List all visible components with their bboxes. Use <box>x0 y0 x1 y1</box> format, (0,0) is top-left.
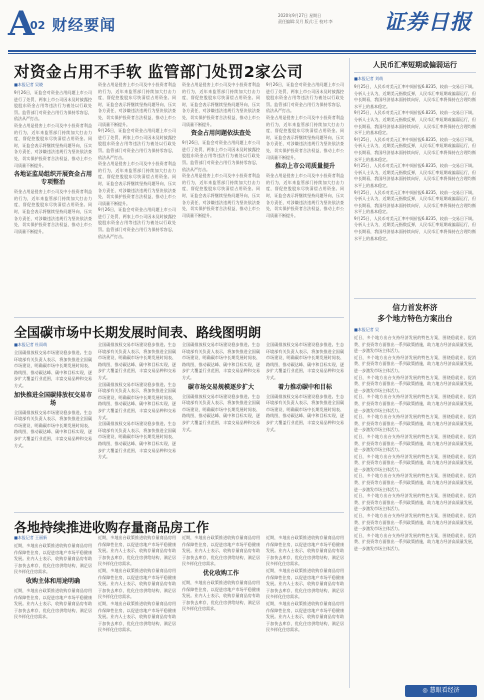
article2-byline: ■本报记者 杜雨萌 <box>14 342 48 347</box>
article3-col4 <box>266 535 344 693</box>
article2-body-e: 全国碳排放权交易市场建设稳步推进。生态环境部有关负责人表示，将加快推进全国碳市场建设，明确碳市场中长期发展时间表、路线图，推动碳达峰、碳中和目标实现，逐步扩大覆盖行业范围，丰富交易品种和交易方式。 <box>98 421 176 460</box>
article2-body-h: 全国碳排放权交易市场建设稳步推进。生态环境部有关负责人表示，将加快推进全国碳市场建设，明确碳市场中长期发展时间表、路线图，推动碳达峰、碳中和目标实现，逐步扩大覆盖行业范围，丰富交易品种和交易方式。 <box>266 342 344 380</box>
article1-body-i: 资金占用是侵害上市公司及中小投资者利益的行为，近年来监管部门持续加大打击力度，督促控股股东尽快清偿占用资金。同时，证监会表示将继续坚持问题导向，压实各方责任，对涉嫌违法违规行为坚决依法查处，切实保护投资者合法权益，推动上市公司质量不断提升。 <box>182 173 260 218</box>
article3-body-f: 近期，多地出台政策推进收购存量商品房用作保障性住房，以促进房地产市场平稳健康发展。业内人士表示，收购存量商品房有助于加快去库存，优化住房供给结构，满足居民多样化住房需求。 <box>182 535 260 567</box>
article3-body-a: 近期，多地出台政策推进收购存量商品房用作保障性住房，以促进房地产市场平稳健康发展。业内人士表示，收购存量商品房有助于加快去库存，优化住房供给结构，满足居民多样化住房需求。 <box>14 543 92 575</box>
article3-body-d: 近期，多地出台政策推进收购存量商品房用作保障性住房，以促进房地产市场平稳健康发展。业内人士表示，收购存量商品房有助于加快去库存，优化住房供给结构，满足居民多样化住房需求。 <box>98 567 176 600</box>
article2-col4 <box>266 342 344 508</box>
article1-col2 <box>98 82 176 314</box>
article1-body-a: 资金占用是侵害上市公司及中小投资者利益的行为，近年来监管部门持续加大打击力度，督促控股股东尽快清偿占用资金。同时，证监会表示将继续坚持问题导向，压实各方责任，对涉嫌违法违规行为坚决依法查处，切实保护投资者合法权益，推动上市公司质量不断提升。 <box>14 122 92 168</box>
sidebar1 <box>354 60 476 295</box>
masthead <box>8 4 476 50</box>
sidebar2-title-line2: 多个地方特色方案出台 <box>377 314 453 323</box>
article1-col3 <box>182 82 260 314</box>
sidebar2-body-e: 近日，多个地方出台支持经济发展的特色方案，围绕稳就业、促消费、扩投资等方面推出一系列政策措施，助力地方经济高质量发展，进一步激发市场主体活力。 <box>354 414 476 433</box>
article1-subhead-1: 各地证监局组织开展资金占用专项整治 <box>14 171 92 187</box>
article3-body-e: 近期，多地出台政策推进收购存量商品房用作保障性住房，以促进房地产市场平稳健康发展。业内人士表示，收购存量商品房有助于加快去库存，优化住房供给结构，满足居民多样化住房需求。 <box>98 600 176 633</box>
sidebar2-body-h: 近日，多个地方出台支持经济发展的特色方案，围绕稳就业、促消费、扩投资等方面推出一系列政策措施，助力地方经济高质量发展，进一步激发市场主体活力。 <box>354 473 476 492</box>
article1-body-h: 9月26日，证监会对资金占用问题上市公司进行了处罚，两家上市公司因未及时披露控股股东资金占用等违法行为被处以行政处罚。监管部门对资金占用行为保持零容忍，依法从严打击。 <box>182 140 260 172</box>
article3-body-j: 近期，多地出台政策推进收购存量商品房用作保障性住房，以促进房地产市场平稳健康发展。业内人士表示，收购存量商品房有助于加快去库存，优化住房供给结构，满足居民多样化住房需求。 <box>266 600 344 633</box>
article1-body-b: 资金占用是侵害上市公司及中小投资者利益的行为，近年来监管部门持续加大打击力度，督促控股股东尽快清偿占用资金。同时，证监会表示将继续坚持问题导向，压实各方责任，对涉嫌违法违规行为坚决依法查处，切实保护投资者合法权益，推动上市公司质量不断提升。 <box>14 189 92 234</box>
sidebar1-byline: ■本报记者 刘萌 <box>354 76 384 81</box>
article3-body-b: 近期，多地出台政策推进收购存量商品房用作保障性住房，以促进房地产市场平稳健康发展。业内人士表示，收购存量商品房有助于加快去库存，优化住房供给结构，满足居民多样化住房需求。 <box>14 587 92 620</box>
section-title: 财经要闻 <box>52 16 117 34</box>
sidebar1-body-d: 9月25日，人民币对美元汇率中间价报6.8235，较前一交易日下调。分析人士认为，近期美元指数反弹，人民币汇率短期或偏弱运行，但中长期看，我国经济基本面持续向好，人民币汇率将保持在合理均衡水平上的基本稳定。 <box>354 163 476 188</box>
sidebar1-body-e: 9月25日，人民币对美元汇率中间价报6.8235，较前一交易日下调。分析人士认为，近期美元指数反弹，人民币汇率短期或偏弱运行，但中长期看，我国经济基本面持续向好，人民币汇率将保持在合理均衡水平上的基本稳定。 <box>354 189 476 215</box>
newspaper-logo: 证券日报 <box>384 9 472 34</box>
article1-col1 <box>14 82 92 314</box>
sidebar1-rule <box>354 72 476 73</box>
masthead-rule <box>8 50 476 52</box>
article1-body-l: 资金占用是侵害上市公司及中小投资者利益的行为，近年来监管部门持续加大打击力度，督促控股股东尽快清偿占用资金。同时，证监会表示将继续坚持问题导向，压实各方责任，对涉嫌违法违规行为坚决依法查处，切实保护投资者合法权益，推动上市公司质量不断提升。 <box>266 173 344 218</box>
sidebar-section-rule <box>354 298 476 299</box>
sidebar1-title: 人民币汇率短期或偏弱运行 <box>373 61 457 69</box>
sidebar1-body-b: 9月25日，人民币对美元汇率中间价报6.8235，较前一交易日下调。分析人士认为，近期美元指数反弹，人民币汇率短期或偏弱运行，但中长期看，我国经济基本面持续向好，人民币汇率将保持在合理均衡水平上的基本稳定。 <box>354 110 476 136</box>
article2-col3 <box>182 342 260 508</box>
editor-line: 责任编辑:吴月 版式:王 校对:李 <box>278 19 333 24</box>
sidebar2-body-j: 近日，多个地方出台支持经济发展的特色方案，围绕稳就业、促消费、扩投资等方面推出一系列政策措施，助力地方经济高质量发展，进一步激发市场主体活力。 <box>354 513 476 532</box>
article3-body-h: 近期，多地出台政策推进收购存量商品房用作保障性住房，以促进房地产市场平稳健康发展。业内人士表示，收购存量商品房有助于加快去库存，优化住房供给结构，满足居民多样化住房需求。 <box>266 535 344 567</box>
sidebar1-body-a: 9月25日，人民币对美元汇率中间价报6.8235，较前一交易日下调。分析人士认为，近期美元指数反弹，人民币汇率短期或偏弱运行，但中长期看，我国经济基本面持续向好，人民币汇率将保持在合理均衡水平上的基本稳定。 <box>354 84 476 109</box>
sidebar2-body-k: 近日，多个地方出台支持经济发展的特色方案，围绕稳就业、促消费、扩投资等方面推出一系列政策措施，助力地方经济高质量发展，进一步激发市场主体活力。 <box>354 532 476 551</box>
sidebar2-body-a: 近日，多个地方出台支持经济发展的特色方案，围绕稳就业、促消费、扩投资等方面推出一系列政策措施，助力地方经济高质量发展，进一步激发市场主体活力。 <box>354 335 476 354</box>
masthead-rule-thin <box>8 53 476 54</box>
article3-byline: ■本报记者 王丽新 <box>14 535 48 540</box>
article1-subhead-2: 资金占用问题依法查处 <box>190 130 251 138</box>
article2-body-d: 全国碳排放权交易市场建设稳步推进。生态环境部有关负责人表示，将加快推进全国碳市场建设，明确碳市场中长期发展时间表、路线图，推动碳达峰、碳中和目标实现，逐步扩大覆盖行业范围，丰富交易品种和交易方式。 <box>98 381 176 420</box>
article2-col1 <box>14 342 92 508</box>
sidebar2-body-f: 近日，多个地方出台支持经济发展的特色方案，围绕稳就业、促消费、扩投资等方面推出一系列政策措施，助力地方经济高质量发展，进一步激发市场主体活力。 <box>354 433 476 453</box>
article3-body-g: 近期，多地出台政策推进收购存量商品房用作保障性住房，以促进房地产市场平稳健康发展。业内人士表示，收购存量商品房有助于加快去库存，优化住房供给结构，满足居民多样化住房需求。 <box>182 579 260 612</box>
article2-body-c: 全国碳排放权交易市场建设稳步推进。生态环境部有关负责人表示，将加快推进全国碳市场建设，明确碳市场中长期发展时间表、路线图，推动碳达峰、碳中和目标实现，逐步扩大覆盖行业范围，丰富交易品种和交易方式。 <box>98 342 176 380</box>
article2-body-a: 全国碳排放权交易市场建设稳步推进。生态环境部有关负责人表示，将加快推进全国碳市场建设，明确碳市场中长期发展时间表、路线图，推动碳达峰、碳中和目标实现，逐步扩大覆盖行业范围，丰富交易品种和交易方式。 <box>14 350 92 388</box>
footer-badge: ◎ 慧眼看经济 <box>405 685 477 697</box>
sidebar1-body-f: 9月25日，人民币对美元汇率中间价报6.8235，较前一交易日下调。分析人士认为，近期美元指数反弹，人民币汇率短期或偏弱运行，但中长期看，我国经济基本面持续向好，人民币汇率将保持在合理均衡水平上的基本稳定。 <box>354 215 476 241</box>
article1-body-j: 9月26日，证监会对资金占用问题上市公司进行了处罚，两家上市公司因未及时披露控股股东资金占用等违法行为被处以行政处罚。监管部门对资金占用行为保持零容忍，依法从严打击。 <box>266 82 344 114</box>
article3-body-i: 近期，多地出台政策推进收购存量商品房用作保障性住房，以促进房地产市场平稳健康发展。业内人士表示，收购存量商品房有助于加快去库存，优化住房供给结构，满足居民多样化住房需求。 <box>266 567 344 600</box>
article1-headline: 对资金占用不手软 监管部门处罚2家公司 <box>14 63 304 81</box>
sidebar1-body-c: 9月25日，人民币对美元汇率中间价报6.8235，较前一交易日下调。分析人士认为，近期美元指数反弹，人民币汇率短期或偏弱运行，但中长期看，我国经济基本面持续向好，人民币汇率将保持在合理均衡水平上的基本稳定。 <box>354 136 476 162</box>
article1-body-e: 资金占用是侵害上市公司及中小投资者利益的行为，近年来监管部门持续加大打击力度，督促控股股东尽快清偿占用资金。同时，证监会表示将继续坚持问题导向，压实各方责任，对涉嫌违法违规行为坚决依法查处，切实保护投资者合法权益，推动上市公司质量不断提升。 <box>98 161 176 206</box>
sidebar2-body-d: 近日，多个地方出台支持经济发展的特色方案，围绕稳就业、促消费、扩投资等方面推出一系列政策措施，助力地方经济高质量发展，进一步激发市场主体活力。 <box>354 394 476 413</box>
sidebar2 <box>354 302 476 684</box>
page-letter: A <box>8 4 35 44</box>
article2-top-rule <box>14 317 344 318</box>
sidebar2-body-b: 近日，多个地方出台支持经济发展的特色方案，围绕稳就业、促消费、扩投资等方面推出一系列政策措施，助力地方经济高质量发展，进一步激发市场主体活力。 <box>354 354 476 373</box>
sidebar2-body-i: 近日，多个地方出台支持经济发展的特色方案，围绕稳就业、促消费、扩投资等方面推出一系列政策措施，助力地方经济高质量发展，进一步激发市场主体活力。 <box>354 493 476 512</box>
article2-body-b: 全国碳排放权交易市场建设稳步推进。生态环境部有关负责人表示，将加快推进全国碳市场建设，明确碳市场中长期发展时间表、路线图，推动碳达峰、碳中和目标实现，逐步扩大覆盖行业范围，丰富交易品种和交易方式。 <box>14 409 92 448</box>
article2-col2 <box>98 342 176 508</box>
article2-headline: 全国碳市场中长期发展时间表、路线图明朗 <box>14 326 262 341</box>
article3-top-rule <box>14 512 344 513</box>
article2-body-i: 全国碳排放权交易市场建设稳步推进。生态环境部有关负责人表示，将加快推进全国碳市场建设，明确碳市场中长期发展时间表、路线图，推动碳达峰、碳中和目标实现，逐步扩大覆盖行业范围，丰富交易品种和交易方式。 <box>266 393 344 432</box>
article2-body-g: 全国碳排放权交易市场建设稳步推进。生态环境部有关负责人表示，将加快推进全国碳市场建设，明确碳市场中长期发展时间表、路线图，推动碳达峰、碳中和目标实现，逐步扩大覆盖行业范围，丰富交易品种和交易方式。 <box>182 393 260 432</box>
article3-subhead-2: 优化收购工作 <box>202 569 239 577</box>
article1-subhead-3: 推动上市公司质量提升 <box>274 163 335 171</box>
issue-date: 2020年9月27日 星期日 <box>278 13 322 18</box>
article1-body-d: 9月26日，证监会对资金占用问题上市公司进行了处罚，两家上市公司因未及时披露控股股东资金占用等违法行为被处以行政处罚。监管部门对资金占用行为保持零容忍，依法从严打击。 <box>98 128 176 160</box>
sidebar-divider <box>349 58 350 688</box>
article1-body-g: 资金占用是侵害上市公司及中小投资者利益的行为，近年来监管部门持续加大打击力度，督促控股股东尽快清偿占用资金。同时，证监会表示将继续坚持问题导向，压实各方责任，对涉嫌违法违规行为坚决依法查处，切实保护投资者合法权益，推动上市公司质量不断提升。 <box>182 82 260 127</box>
article2-subhead-3: 着力推动碳中和目标 <box>277 383 332 391</box>
article1-body-c: 资金占用是侵害上市公司及中小投资者利益的行为，近年来监管部门持续加大打击力度，督促控股股东尽快清偿占用资金。同时，证监会表示将继续坚持问题导向，压实各方责任，对涉嫌违法违规行为坚决依法查处，切实保护投资者合法权益，推动上市公司质量不断提升。 <box>98 82 176 127</box>
sidebar2-body-c: 近日，多个地方出台支持经济发展的特色方案，围绕稳就业、促消费、扩投资等方面推出一系列政策措施，助力地方经济高质量发展，进一步激发市场主体活力。 <box>354 374 476 393</box>
article1-body-f: 9月26日，证监会对资金占用问题上市公司进行了处罚，两家上市公司因未及时披露控股股东资金占用等违法行为被处以行政处罚。监管部门对资金占用行为保持零容忍，依法从严打击。 <box>98 207 176 239</box>
sidebar2-title-line1: 信力首发杯济 <box>392 303 438 312</box>
sidebar2-byline: ■本报记者 吴 <box>354 327 380 332</box>
article2-body-f: 全国碳排放权交易市场建设稳步推进。生态环境部有关负责人表示，将加快推进全国碳市场建设，明确碳市场中长期发展时间表、路线图，推动碳达峰、碳中和目标实现，逐步扩大覆盖行业范围，丰富交易品种和交易方式。 <box>182 342 260 380</box>
article3-subhead-1: 收购主体和用途明确 <box>25 577 80 585</box>
article2-subhead-2: 碳市场交易规模逐步扩大 <box>187 383 254 391</box>
article3-col2 <box>98 535 176 693</box>
article1-col4 <box>266 82 344 314</box>
sidebar2-body-g: 近日，多个地方出台支持经济发展的特色方案，围绕稳就业、促消费、扩投资等方面推出一系列政策措施，助力地方经济高质量发展，进一步激发市场主体活力。 <box>354 453 476 472</box>
article2-subhead-1: 加快推进全国碳排放权交易市场 <box>14 391 92 407</box>
article3-col3 <box>182 535 260 693</box>
page-number: 02 <box>30 19 46 32</box>
article1-lead: 9月26日，证监会对资金占用问题上市公司进行了处罚，两家上市公司因未及时披露控股股东资金占用等违法行为被处以行政处罚。监管部门对资金占用行为保持零容忍，依法从严打击。 <box>14 90 92 122</box>
article1-body-k: 资金占用是侵害上市公司及中小投资者利益的行为，近年来监管部门持续加大打击力度，督促控股股东尽快清偿占用资金。同时，证监会表示将继续坚持问题导向，压实各方责任，对涉嫌违法违规行为坚决依法查处，切实保护投资者合法权益，推动上市公司质量不断提升。 <box>266 114 344 160</box>
article3-headline: 各地持续推进收购存量商品房工作 <box>14 521 210 536</box>
article1-byline: ■本报记者 吴晓 <box>14 82 44 87</box>
article3-col1 <box>14 535 92 693</box>
article3-body-c: 近期，多地出台政策推进收购存量商品房用作保障性住房，以促进房地产市场平稳健康发展。业内人士表示，收购存量商品房有助于加快去库存，优化住房供给结构，满足居民多样化住房需求。 <box>98 535 176 567</box>
